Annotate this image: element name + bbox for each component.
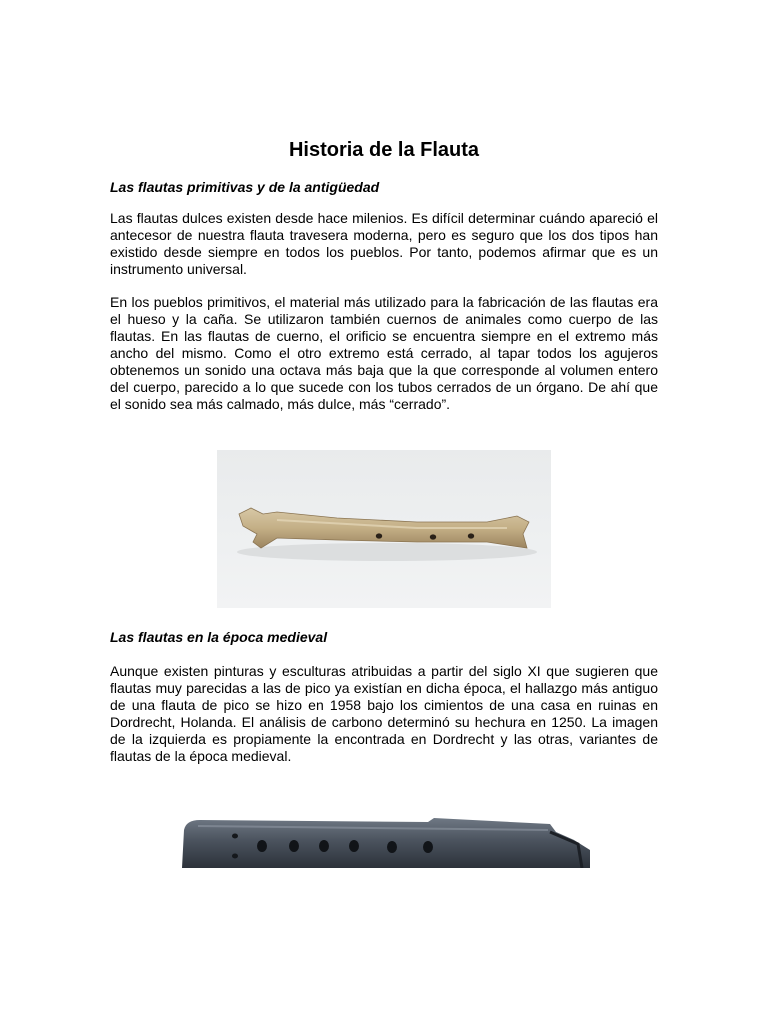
section-heading-medieval: Las flautas en la época medieval bbox=[110, 629, 328, 645]
paragraph-primitive-2 bbox=[110, 294, 658, 413]
page-title: Historia de la Flauta bbox=[288, 139, 480, 161]
paragraph-text: Aunque existen pinturas y esculturas atribuidas a partir del siglo XI que sugieren que flautas muy parecidas a las de pico ya existían en dicha época, el hallazgo más antiguo de una flauta de pico se hizo en 1958 bajo los cimientos de una casa en ruinas en Dordrecht, Holanda. El análisis de carbono determinó su hechura en 1250. La imagen de la izquierda es propiamente la encontrada en Dordrecht y las otras, variantes de flautas de la época medieval. bbox=[110, 663, 658, 764]
bone-flute-icon bbox=[217, 450, 551, 608]
section-heading-primitive: Las flautas primitivas y de la antigüedad bbox=[110, 179, 380, 195]
paragraph-medieval-1 bbox=[110, 663, 658, 765]
paragraph-primitive-1 bbox=[110, 210, 658, 278]
paragraph-text: Las flautas dulces existen desde hace milenios. Es difícil determinar cuándo apareció el antecesor de nuestra flauta travesera moderna, pero es seguro que los dos tipos han existido desde siempre en todos los pueblos. Por tanto, podemos afirmar que es un instrumento universal. bbox=[110, 210, 658, 277]
paragraph-text: En los pueblos primitivos, el material más utilizado para la fabricación de las flautas era el hueso y la caña. Se utilizaron también cuernos de animales como cuerpo de las flautas. En las flautas de cuerno, el orificio se encuentra siempre en el extremo más ancho del mismo. Como el otro extremo está cerrado, al tapar todos los agujeros obtenemos un sonido una octava más baja que la que corresponde al volumen entero del cuerpo, parecido a lo que sucede con los tubos cerrados de un órgano. De ahí que el sonido sea más calmado, más dulce, más “cerrado”. bbox=[110, 294, 658, 412]
medieval-flute-icon bbox=[178, 810, 594, 868]
medieval-flute-photo bbox=[178, 810, 594, 868]
bone-flute-photo bbox=[217, 450, 551, 608]
